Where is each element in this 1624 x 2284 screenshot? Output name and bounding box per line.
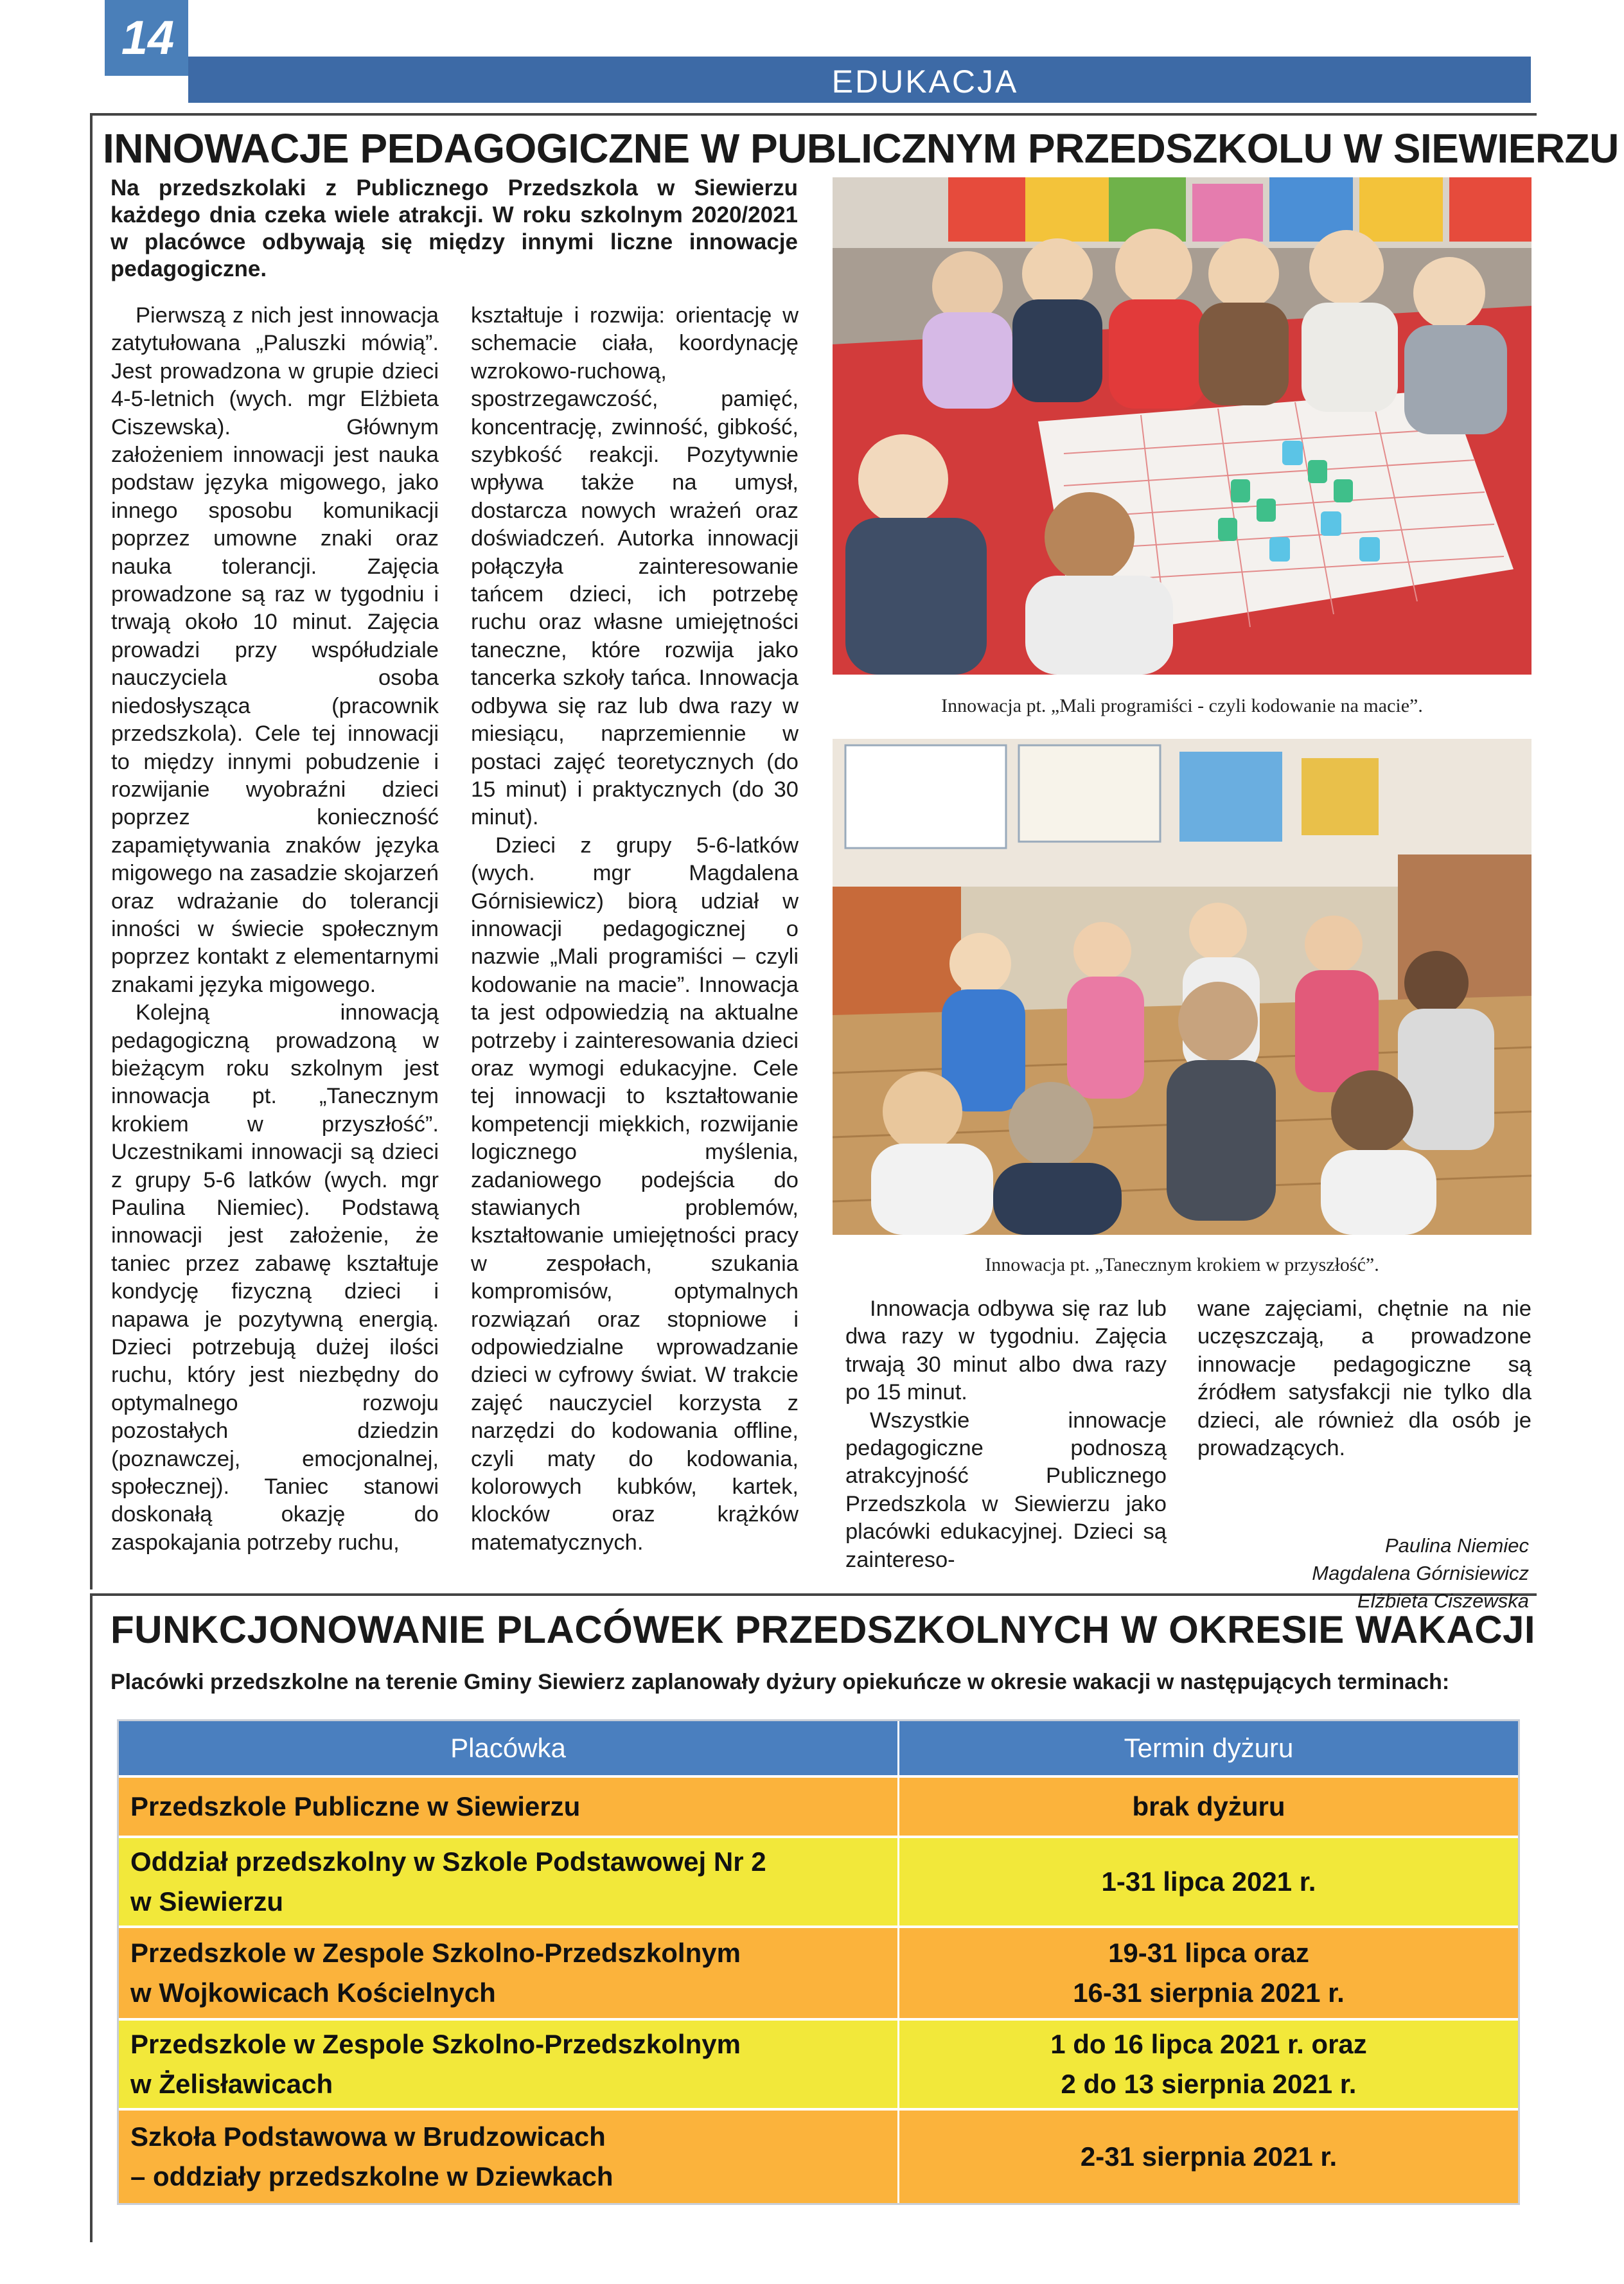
paragraph: Dzieci z grupy 5-6-latków (wych. mgr Magdalena Górnisiewicz) biorą udział w innowacji pedagogicznej o nazwie „Mali programiści – czyli kodowanie na macie”. Innowacja ta jest odpowiedzią na aktualne potrzeby i zainteresowania dzieci oraz wymogi edukacyjne. Cele tej innowacji to kształtowanie kompetencji miękkich, rozwijanie logicznego myślenia, zadaniowego podejścia do stawianych problemów, kształtowanie umiejętności pracy w zespołach, szukania kompromisów, optymalnych rozwiązań oraz stopniowe i odpowiedzialne wprowadzanie dzieci w cyfrowy świat. W trakcie zajęć nauczyciel korzysta z narzędzi do kodowania offline, czyli maty do kodowania, kolorowych kubków, kartek, klocków oraz krążków matematycznych. <box>471 833 799 1555</box>
text-column-4 <box>1197 1295 1531 1462</box>
frame-line-top <box>90 113 1537 116</box>
photo-dancing-children <box>833 739 1531 1235</box>
text-column-3 <box>845 1295 1167 1574</box>
frame-line-left <box>90 113 93 1589</box>
author-name: Paulina Niemiec <box>1385 1534 1529 1557</box>
table-row <box>119 1928 1518 2018</box>
author-name: Elżbieta Ciszewska <box>1357 1589 1529 1612</box>
table-cell-place: Szkoła Podstawowa w Brudzowicach – oddziały przedszkolne w Dziewkach <box>130 2121 613 2191</box>
table-row <box>119 2021 1518 2108</box>
table-row <box>119 2111 1518 2203</box>
table-header-row <box>119 1721 1518 1775</box>
table-cell-place: Przedszkole Publiczne w Siewierzu <box>130 1791 581 1821</box>
frame-line-left-lower <box>90 1593 93 2242</box>
photo-dancing-illustration <box>833 739 1531 1235</box>
page-number: 14 <box>121 11 175 64</box>
section-label: EDUKACJA <box>831 64 1019 100</box>
paragraph: Kolejną innowacją pedagogiczną prowadzoną w bieżącym roku szkolnym jest innowacja pt. „Tanecznym krokiem w przyszłość”. Uczestnikami innowacji są dzieci z grupy 5-6 latków (wych. mgr Paulina Niemiec). Podstawą innowacji jest założenie, że taniec przez zabawę kształtuje kondycję fizyczną dzieci i napawa je pozytywną energią. Dzieci potrzebują dużej ilości ruchu, który jest niezbędny do optymalnego rozwoju pozostałych dziedzin (poznawczej, emocjonalnej, społecznej). Taniec stanowi doskonałą okazję do zaspokajania potrzeby ruchu, <box>111 1000 439 1555</box>
paragraph: Wszystkie innowacje pedagogiczne podnoszą atrakcyjność Publicznego Przedszkola w Siewierzu jako placówki edukacyjnej. Dzieci są zaintereso- <box>845 1408 1167 1572</box>
column-header-term: Termin dyżuru <box>897 1721 1518 1775</box>
author-name: Magdalena Górnisiewicz <box>1312 1562 1529 1584</box>
table-row <box>119 1838 1518 1925</box>
photo-coding-mat-illustration <box>833 177 1531 675</box>
photo-coding-mat <box>833 177 1531 675</box>
text-column-2 <box>471 302 799 1557</box>
duty-schedule-table <box>117 1719 1520 2205</box>
text-column-1 <box>111 302 439 1557</box>
table-cell-term: 1-31 lipca 2021 r. <box>897 1838 1518 1925</box>
table-cell-term: 1 do 16 lipca 2021 r. oraz 2 do 13 sierpnia 2021 r. <box>897 2021 1518 2108</box>
article-intro: Placówki przedszkolne na terenie Gminy Siewierz zaplanowały dyżury opiekuńcze w okresie wakacji w następujących terminach: <box>110 1670 1450 1694</box>
article-title: FUNKCJONOWANIE PLACÓWEK PRZEDSZKOLNYCH W OKRESIE WAKACJI <box>110 1608 1536 1651</box>
paragraph: Innowacja odbywa się raz lub dwa razy w tygodniu. Zajęcia trwają 30 minut albo dwa razy po 15 minut. <box>845 1297 1167 1405</box>
paragraph: wane zajęciami, chętnie na nie uczęszczają, a prowadzone innowacje pedagogiczne są źródłem satysfakcji nie tylko dla dzieci, ale również dla osób je prowadzących. <box>1197 1297 1531 1461</box>
table-cell-term: 2-31 sierpnia 2021 r. <box>897 2111 1518 2203</box>
table-cell-term: 19-31 lipca oraz 16-31 sierpnia 2021 r. <box>897 1928 1518 2018</box>
article-lead: Na przedszkolaki z Publicznego Przedszkola w Siewierzu każdego dnia czeka wiele atrakcji. W roku szkolnym 2020/2021 w placówce odbywają się między innymi liczne innowacje pedagogiczne. <box>110 175 798 281</box>
table-cell-place: Przedszkole w Zespole Szkolno-Przedszkolnym w Wojkowicach Kościelnych <box>130 1938 741 2008</box>
photo-caption: Innowacja pt. „Tanecznym krokiem w przyszłość”. <box>985 1254 1379 1275</box>
photo-caption: Innowacja pt. „Mali programiści - czyli kodowanie na macie”. <box>941 695 1423 716</box>
table-cell-place: Oddział przedszkolny w Szkole Podstawowej Nr 2 w Siewierzu <box>130 1846 766 1917</box>
article-title: INNOWACJE PEDAGOGICZNE W PUBLICZNYM PRZEDSZKOLU W SIEWIERZU <box>103 125 1619 172</box>
paragraph: Pierwszą z nich jest innowacja zatytułowana „Paluszki mówią”. Jest prowadzona w grupie dzieci 4-5-letnich (wych. mgr Elżbieta Ciszewska). Głównym założeniem innowacji jest nauka podstaw języka migowego, jako innego sposobu komunikacji poprzez umowne znaki oraz nauka tolerancji. Zajęcia prowadzone są raz w tygodniu i trwają około 10 minut. Zajęcia prowadzi przy współudziale nauczyciela osoba niedosłysząca (pracownik przedszkola). Cele tej innowacji to między innymi pobudzenie i rozwijanie wyobraźni dzieci poprzez konieczność zapamiętywania znaków języka migowego na zasadzie skojarzeń oraz wdrażanie do tolerancji inności w świecie społecznym poprzez kontakt z elementarnymi znakami języka migowego. <box>111 303 439 997</box>
column-header-place: Placówka <box>450 1733 566 1763</box>
table-cell-term: brak dyżuru <box>897 1778 1518 1836</box>
table-row <box>119 1778 1518 1836</box>
table-cell-place: Przedszkole w Zespole Szkolno-Przedszkolnym w Żelisławicach <box>130 2029 741 2099</box>
paragraph: kształtuje i rozwija: orientację w schemacie ciała, koordynację wzrokowo-ruchową, spostrzegawczość, pamięć, koncentrację, zwinność, gibkość, szybkość reakcji. Pozytywnie wpływa także na umysł, dostarcza nowych wrażeń oraz doświadczeń. Autorka innowacji połączyła zainteresowanie tańcem dzieci, ich potrzebę ruchu oraz własne umiejętności taneczne, które rozwija jako tancerka szkoły tańca. Innowacja odbywa się raz lub dwa razy w miesiącu, naprzemiennie w postaci zajęć teoretycznych (do 15 minut) i praktycznych (do 30 minut). <box>471 303 799 830</box>
